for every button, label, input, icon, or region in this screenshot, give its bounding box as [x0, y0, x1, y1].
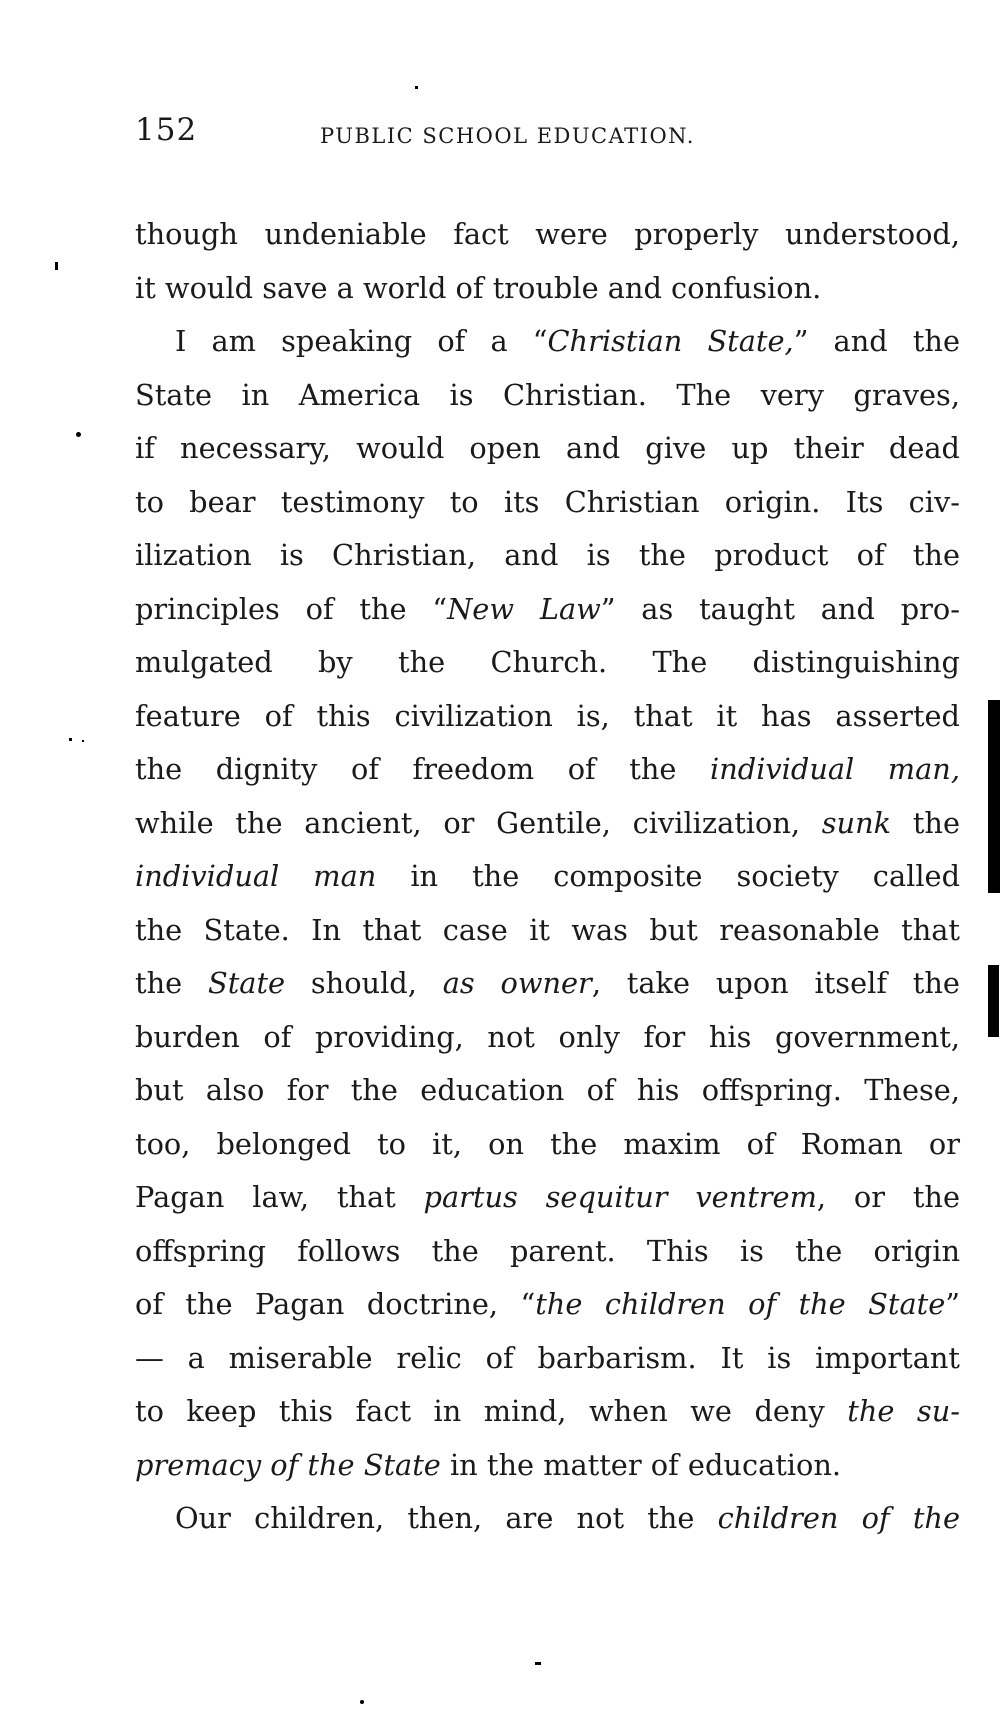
italic-text: the su-: [847, 1394, 960, 1428]
text-segment: , or the: [816, 1180, 960, 1214]
text-segment: I am speaking of a “: [175, 324, 548, 358]
text-segment: if necessary, would open and give up their dead: [135, 431, 960, 465]
text-segment: State in America is Christian. The very graves,: [135, 377, 960, 412]
scan-edge-mark-upper: [988, 700, 1000, 893]
running-head: [135, 112, 965, 162]
text-segment: too, belonged to it, on the maxim of Roman or: [135, 1126, 960, 1161]
text-segment: while the ancient, or Gentile, civilization,: [135, 805, 822, 840]
italic-text: State: [207, 966, 286, 1000]
text-segment: principles of the “: [135, 591, 448, 626]
text-segment: the State. In that case it was but reasonable that: [135, 912, 960, 947]
text-line: [135, 369, 960, 423]
text-segment: offspring follows the parent. This is the origin: [135, 1233, 960, 1268]
text-segment: mulgated by the Church. The distinguishing: [135, 645, 960, 679]
text-line: [135, 476, 960, 530]
text-segment: but also for the education of his offspring. These,: [135, 1073, 960, 1107]
text-line: [135, 1385, 960, 1439]
text-segment: , take upon itself the: [591, 966, 960, 1000]
text-line: [135, 636, 960, 690]
text-line: [135, 1439, 960, 1493]
text-line: [135, 797, 960, 851]
text-segment: ilization is Christian, and is the product of the: [135, 538, 960, 572]
text-segment: ”: [945, 1287, 960, 1321]
text-segment: in the matter of education.: [440, 1447, 842, 1482]
text-line: [135, 422, 960, 476]
text-segment: burden of providing, not only for his government,: [135, 1019, 960, 1054]
text-segment: — a miserable relic of barbarism. It is important: [135, 1340, 960, 1375]
text-segment: feature of this civilization is, that it has asserted: [135, 698, 960, 733]
text-line: [135, 1011, 960, 1065]
italic-text: New Law: [447, 591, 601, 626]
text-line: [135, 1171, 960, 1225]
text-line: [135, 743, 960, 797]
text-line: [135, 904, 960, 958]
body-text: [135, 208, 960, 1546]
italic-text: as owner: [442, 966, 592, 1000]
text-segment: ” and the: [793, 324, 960, 358]
text-line: [135, 957, 960, 1011]
text-segment: though undeniable fact were properly understood,: [135, 217, 960, 251]
text-line: [135, 583, 960, 637]
italic-text: children of the: [717, 1501, 960, 1535]
text-segment: to keep this fact in mind, when we deny: [135, 1394, 848, 1428]
text-segment: of the Pagan doctrine, “: [135, 1287, 536, 1321]
scan-speck: [55, 262, 58, 270]
text-segment: the dignity of freedom of the: [135, 752, 710, 786]
scan-edge-mark-lower: [988, 965, 999, 1037]
text-line: [135, 262, 960, 316]
text-segment: Pagan law, that: [135, 1180, 424, 1214]
text-line: [135, 1225, 960, 1279]
text-line: [135, 529, 960, 583]
italic-text: individual man,: [710, 752, 960, 786]
scan-speck: [360, 1700, 364, 1704]
running-title: PUBLIC SCHOOL EDUCATION.: [320, 124, 695, 148]
page-number: 152: [135, 112, 198, 148]
text-line: [135, 1332, 960, 1386]
text-segment: to bear testimony to its Christian origin. Its civ-: [135, 484, 960, 519]
text-segment: Our children, then, are not the: [175, 1501, 718, 1535]
italic-text: premacy of the State: [135, 1447, 441, 1482]
text-line: [135, 1118, 960, 1172]
text-segment: should,: [285, 966, 443, 1000]
text-line: [135, 1492, 960, 1546]
text-line: [135, 690, 960, 744]
italic-text: sunk: [821, 805, 892, 840]
italic-text: individual man: [135, 859, 377, 893]
text-line: [135, 1278, 960, 1332]
italic-text: the children of the State: [535, 1287, 946, 1321]
scan-speck: [535, 1662, 541, 1665]
text-line: [135, 1064, 960, 1118]
text-line: [135, 208, 960, 262]
text-line: [135, 315, 960, 369]
scan-speck: [69, 738, 72, 741]
text-segment: ” as taught and pro-: [600, 591, 960, 626]
text-segment: the: [135, 966, 208, 1000]
italic-text: partus sequitur ventrem: [423, 1180, 817, 1214]
scan-speck: [82, 740, 84, 742]
text-segment: in the composite society called: [376, 859, 961, 893]
text-line: [135, 850, 960, 904]
italic-text: Christian State,: [547, 324, 794, 358]
text-segment: it would save a world of trouble and confusion.: [135, 270, 822, 305]
scan-speck: [415, 86, 418, 89]
text-segment: the: [891, 805, 960, 840]
scan-speck: [76, 432, 81, 437]
